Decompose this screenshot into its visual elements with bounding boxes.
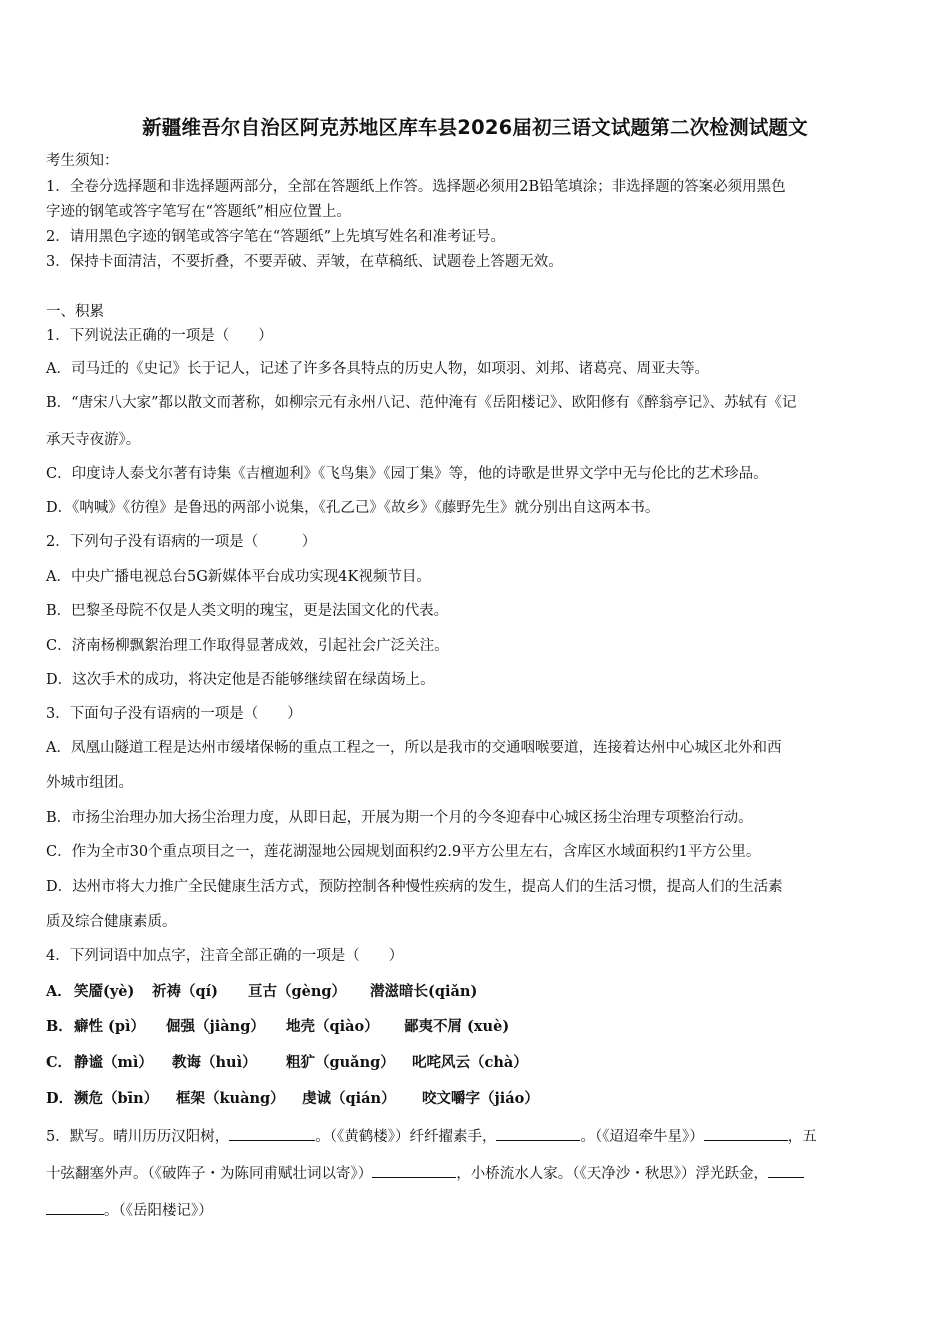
q3-option-b: B．市扬尘治理办加大扬尘治理力度，从即日起，开展为期一个月的今冬迎春中心城区扬尘治理专项整治行动。 bbox=[46, 810, 753, 826]
word: 亘古（gèng） bbox=[248, 983, 347, 1000]
q4-stem: 4．下列词语中加点字，注音全部正确的一项是（ ） bbox=[46, 948, 404, 964]
section-heading: 一、积累 bbox=[46, 304, 104, 320]
q3-option-a-cont: 外城市组团。 bbox=[46, 775, 133, 791]
notice-item: 1．全卷分选择题和非选择题两部分，全部在答题纸上作答。选择题必须用2B铅笔填涂；非选择题的答案必须用黑色 bbox=[46, 179, 786, 195]
q3-option-a: A．凤凰山隧道工程是达州市缓堵保畅的重点工程之一，所以是我市的交通咽喉要道，连接着达州中心城区北外和西 bbox=[46, 740, 782, 756]
word: 虔诚（qián） bbox=[302, 1090, 396, 1107]
word: 框架（kuàng） bbox=[176, 1090, 285, 1107]
notice-item: 字迹的钢笔或答字笔写在“答题纸”相应位置上。 bbox=[46, 204, 351, 220]
q3-option-c: C．作为全市30个重点项目之一，莲花湖湿地公园规划面积约2.9平方公里左右，含库区水域面积约1平方公里。 bbox=[46, 844, 761, 860]
option-label: A． bbox=[46, 983, 72, 1000]
word: 叱咤风云（chà） bbox=[412, 1054, 528, 1071]
q1-option-a: A．司马迁的《史记》长于记人，记述了许多各具特点的历史人物，如项羽、刘邦、诸葛亮、周亚夫等。 bbox=[46, 361, 709, 377]
q5-text: ，小桥流水人家。（《天净沙・秋思》）浮光跃金， bbox=[456, 1166, 768, 1182]
q5-text: 。（《迢迢牵牛星》） bbox=[580, 1129, 704, 1145]
word: 地壳（qiào） bbox=[286, 1018, 379, 1035]
word: 静谧（mì） bbox=[74, 1054, 153, 1071]
q5-line-1 bbox=[46, 1126, 817, 1147]
notice-item: 2．请用黑色字迹的钢笔或答字笔在“答题纸”上先填写姓名和准考证号。 bbox=[46, 229, 506, 245]
q5-text: 十弦翻塞外声。（《破阵子・为陈同甫赋壮词以寄》） bbox=[46, 1166, 373, 1182]
option-label: B． bbox=[46, 1018, 73, 1035]
notice-item: 3．保持卡面清洁，不要折叠，不要弄破、弄皱，在草稿纸、试题卷上答题无效。 bbox=[46, 254, 563, 270]
q2-option-c: C．济南杨柳飘絮治理工作取得显著成效，引起社会广泛关注。 bbox=[46, 638, 449, 654]
answer-blank[interactable] bbox=[46, 1200, 104, 1215]
q3-stem: 3．下面句子没有语病的一项是（ ） bbox=[46, 706, 302, 722]
word: 祈祷（qí) bbox=[152, 983, 219, 1000]
q4-option-d bbox=[46, 1089, 539, 1109]
word: 濒危（bīn） bbox=[74, 1090, 159, 1107]
q1-option-b-cont: 承天寺夜游》。 bbox=[46, 432, 141, 448]
q1-option-d: D．《呐喊》《彷徨》是鲁迅的两部小说集，《孔乙己》《故乡》《藤野先生》就分别出自这两本书。 bbox=[46, 500, 660, 516]
q4-option-a bbox=[46, 982, 478, 1002]
word: 潜滋暗长(qiǎn) bbox=[370, 983, 478, 1000]
q2-stem: 2．下列句子没有语病的一项是（ ） bbox=[46, 534, 317, 550]
option-label: D． bbox=[46, 1090, 74, 1107]
q5-text: 5．默写。晴川历历汉阳树， bbox=[46, 1129, 230, 1145]
word: 粗犷（guǎng） bbox=[286, 1054, 395, 1071]
q1-stem: 1．下列说法正确的一项是（ ） bbox=[46, 328, 273, 344]
q1-option-b: B．“唐宋八大家”都以散文而著称，如柳宗元有永州八记、范仲淹有《岳阳楼记》、欧阳修有《醉翁亭记》、苏轼有《记 bbox=[46, 395, 797, 411]
answer-blank[interactable] bbox=[372, 1163, 456, 1178]
q5-line-2 bbox=[46, 1163, 804, 1184]
word: 教诲（huì） bbox=[172, 1054, 257, 1071]
q1-option-c: C．印度诗人泰戈尔著有诗集《吉檀迦利》《飞鸟集》《园丁集》等，他的诗歌是世界文学中无与伦比的艺术珍品。 bbox=[46, 466, 768, 482]
answer-blank[interactable] bbox=[704, 1126, 788, 1141]
q2-option-a: A．中央广播电视总台5G新媒体平台成功实现4K视频节目。 bbox=[46, 569, 431, 585]
q2-option-b: B．巴黎圣母院不仅是人类文明的瑰宝，更是法国文化的代表。 bbox=[46, 603, 449, 619]
q5-text: 。（《岳阳楼记》） bbox=[104, 1203, 213, 1219]
q5-text: ，五 bbox=[787, 1129, 817, 1145]
q5-line-3 bbox=[46, 1200, 213, 1221]
word: 笑靥(yè) bbox=[74, 983, 135, 1000]
q3-option-d-cont: 质及综合健康素质。 bbox=[46, 914, 177, 930]
answer-blank[interactable] bbox=[229, 1126, 315, 1141]
q5-text: 。（《黄鹤楼》）纤纤擢素手， bbox=[315, 1129, 497, 1145]
page-title: 新疆维吾尔自治区阿克苏地区库车县2026届初三语文试题第二次检测试题文 bbox=[142, 116, 808, 139]
q4-option-b bbox=[46, 1017, 510, 1037]
answer-blank[interactable] bbox=[496, 1126, 580, 1141]
word: 咬文嚼字（jiáo） bbox=[422, 1090, 539, 1107]
q4-option-c bbox=[46, 1053, 528, 1073]
word: 倔强（jiàng） bbox=[166, 1018, 265, 1035]
word: 癖性 (pì） bbox=[74, 1018, 146, 1035]
answer-blank[interactable] bbox=[768, 1163, 804, 1178]
notice-heading: 考生须知： bbox=[46, 153, 119, 169]
option-label: C． bbox=[46, 1054, 73, 1071]
q3-option-d: D．达州市将大力推广全民健康生活方式，预防控制各种慢性疾病的发生，提高人们的生活习惯，提高人们的生活素 bbox=[46, 879, 783, 895]
word: 鄙夷不屑 (xuè) bbox=[404, 1018, 510, 1035]
q2-option-d: D．这次手术的成功，将决定他是否能够继续留在绿茵场上。 bbox=[46, 672, 435, 688]
